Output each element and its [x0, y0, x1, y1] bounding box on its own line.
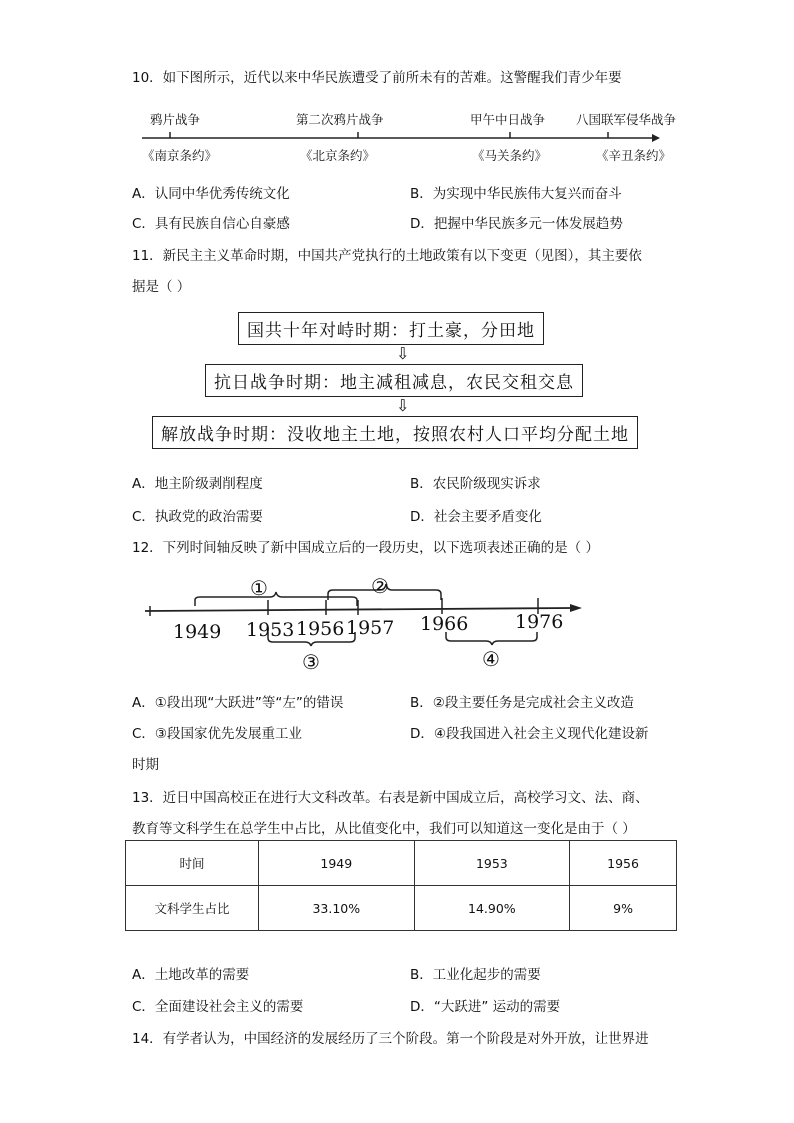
q11-option-d[interactable]: D．社会主要矛盾变化 — [410, 509, 542, 525]
year-1966: 1966 — [420, 613, 469, 635]
table-cell: 14.90% — [414, 886, 570, 931]
q13-stem-line1: 13．近日中国高校正在进行大文科改革。右表是新中国成立后，高校学习文、法、商、 — [132, 790, 649, 806]
timeline-treaty-beijing: 《北京条约》 — [300, 148, 376, 163]
year-1953: 1953 — [246, 619, 295, 641]
timeline-treaty-nanjing: 《南京条约》 — [142, 148, 218, 163]
q11-stem-line1: 11．新民主主义革命时期，中国共产党执行的土地政策有以下变更（见图），其主要依 — [132, 248, 642, 264]
year-1956: 1956 — [296, 618, 345, 640]
table-cell: 9% — [570, 886, 677, 931]
table-row — [126, 886, 677, 931]
timeline-event-sino-japanese-war: 甲午中日战争 — [470, 112, 546, 127]
segment-label-4: ④ — [482, 647, 500, 671]
timeline-event-second-opium-war: 第二次鸦片战争 — [296, 112, 384, 127]
timeline-treaty-shimonoseki: 《马关条约》 — [472, 148, 548, 163]
q11-option-c[interactable]: C．执政党的政治需要 — [132, 509, 263, 525]
q11-option-a[interactable]: A．地主阶级剥削程度 — [132, 476, 263, 492]
year-1976: 1976 — [515, 611, 564, 633]
q11-option-b[interactable]: B．农民阶级现实诉求 — [410, 476, 541, 492]
q12-option-c[interactable]: C．③段国家优先发展重工业 — [132, 726, 303, 742]
segment-label-2: ② — [371, 574, 389, 598]
year-1949: 1949 — [173, 621, 222, 643]
q12-option-b[interactable]: B．②段主要任务是完成社会主义改造 — [410, 695, 634, 711]
table-cell: 1953 — [414, 841, 570, 886]
q13-table — [125, 840, 677, 931]
timeline-event-opium-war: 鸦片战争 — [150, 112, 201, 127]
q11-stem-line2: 据是（ ） — [132, 279, 191, 295]
segment-label-3: ③ — [302, 650, 320, 674]
down-arrow-icon: ⇩ — [396, 396, 410, 415]
q10-option-b[interactable]: B．为实现中华民族伟大复兴而奋斗 — [410, 186, 622, 202]
down-arrow-icon: ⇩ — [396, 344, 410, 363]
q13-option-d[interactable]: D．“大跃进” 运动的需要 — [410, 999, 561, 1015]
q12-stem: 12．下列时间轴反映了新中国成立后的一段历史，以下选项表述正确的是（ ） — [132, 540, 599, 556]
q13-option-c[interactable]: C．全面建设社会主义的需要 — [132, 999, 304, 1015]
q13-stem-line2: 教育等文科学生在总学生中占比，从比值变化中，我们可以知道这一变化是由于（ ） — [132, 821, 636, 837]
q10-option-a[interactable]: A．认同中华优秀传统文化 — [132, 186, 290, 202]
q12-option-d-continued: 时期 — [132, 757, 159, 773]
q13-option-a[interactable]: A．土地改革的需要 — [132, 967, 250, 983]
table-cell: 1956 — [570, 841, 677, 886]
table-cell: 33.10% — [259, 886, 415, 931]
q10-option-c[interactable]: C．具有民族自信心自豪感 — [132, 216, 290, 232]
policy-box-anti-japanese: 抗日战争时期：地主减租减息，农民交租交息 — [205, 364, 583, 397]
q14-stem: 14．有学者认为，中国经济的发展经历了三个阶段。第一个阶段是对外开放，让世界进 — [132, 1031, 649, 1047]
policy-box-ten-years: 国共十年对峙时期：打土豪，分田地 — [238, 312, 544, 345]
segment-label-1: ① — [250, 576, 268, 600]
q13-option-b[interactable]: B．工业化起步的需要 — [410, 967, 541, 983]
table-row — [126, 841, 677, 886]
q12-option-d[interactable]: D．④段我国进入社会主义现代化建设新 — [410, 726, 649, 742]
table-cell: 1949 — [259, 841, 415, 886]
year-1957: 1957 — [346, 617, 395, 639]
table-cell: 文科学生占比 — [126, 886, 259, 931]
policy-box-liberation: 解放战争时期：没收地主土地，按照农村人口平均分配土地 — [152, 416, 638, 449]
q12-option-a[interactable]: A．①段出现“大跃进”等“左”的错误 — [132, 695, 344, 711]
q10-stem: 10．如下图所示，近代以来中华民族遭受了前所未有的苦难。这警醒我们青少年要 — [132, 70, 622, 86]
timeline-treaty-boxer: 《辛丑条约》 — [596, 148, 672, 163]
q10-option-d[interactable]: D．把握中华民族多元一体发展趋势 — [410, 216, 623, 232]
timeline-event-eight-nation-alliance: 八国联军侵华战争 — [576, 112, 677, 127]
table-cell: 时间 — [126, 841, 259, 886]
